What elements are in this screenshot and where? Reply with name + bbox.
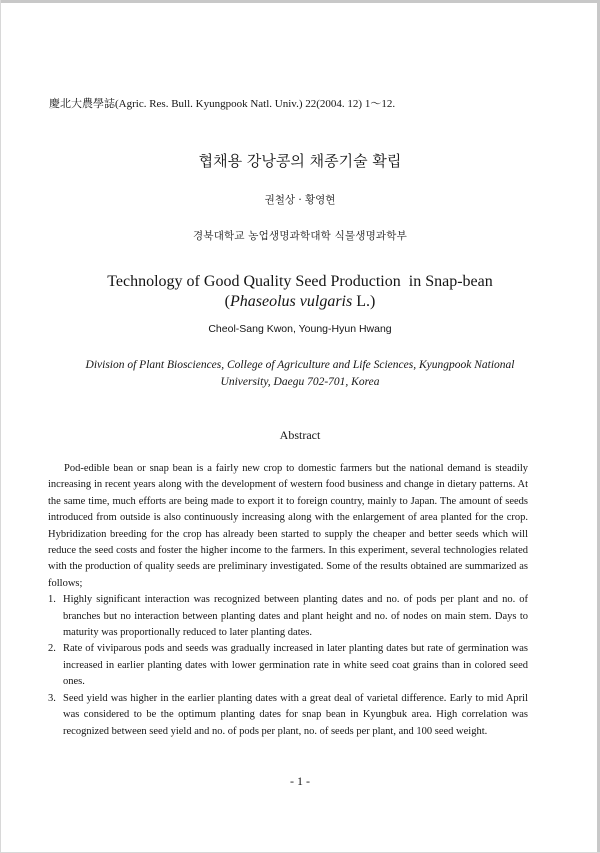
english-title-scientific-name	[0, 292, 600, 312]
korean-authors: 권철상 · 황영현	[264, 194, 336, 206]
result-text: Highly significant interaction was recognized between planting dates and no. of pods per plant and no. of branches but no interaction between planting dates and plant height and no. of nodes on main stem. Days to maturity was proportionally reduced to later planting dates.	[63, 594, 528, 639]
result-number: 1.	[48, 594, 56, 606]
sci-close: L.)	[352, 293, 376, 310]
result-number: 2.	[48, 643, 56, 655]
scan-border-top	[0, 0, 600, 3]
abstract-intro: Pod-edible bean or snap bean is a fairly new crop to domestic farmers but the national demand is steadily increasing in recent years along with the development of western food business and change in dietary patterns. At the same time, much efforts are being made to export it to foreign country, mainly to Japan. The amount of seeds introduced from outside is also continuously increasing along with the enlargement of area planted for the crop. Hybridization breeding for the crop has already been started to supply the cheaper and better seeds which will reduce the seed costs and foster the higher income to the farmers. In this experiment, several technologies related with the production of quality seeds are preliminary investigated. Some of the results obtained are summarized as follows;	[48, 463, 528, 589]
scan-border-left	[0, 0, 1, 853]
korean-title: 협채용 강낭콩의 채종기술 확립	[198, 152, 402, 170]
page-number: - 1 -	[290, 774, 310, 788]
results-list	[48, 592, 528, 740]
english-affiliation: Division of Plant Biosciences, College of Agriculture and Life Sciences, Kyungpook National University, Daegu 702-701, Korea	[85, 359, 515, 388]
english-title	[0, 272, 600, 312]
abstract-body	[48, 461, 528, 740]
english-title-main: Technology of Good Quality Seed Production in Snap-bean	[107, 273, 493, 290]
sci-open-paren: (	[224, 293, 230, 310]
journal-citation: 慶北大農學誌(Agric. Res. Bull. Kyungpook Natl. Univ.) 22(2004. 12) 1～12.	[49, 98, 396, 110]
result-item	[48, 592, 528, 641]
result-text: Rate of viviparous pods and seeds was gradually increased in later planting dates but rate of germination was increased in earlier planting dates with lower germination rate in white seed coat grains than in colored seed ones.	[63, 643, 528, 688]
result-text: Seed yield was higher in the earlier planting dates with a great deal of varietal difference. Early to mid April was considered to be the optimum planting dates for snap bean in Kyungbuk area. High correlation was recognized between seed yield and no. of pods per plant, no. of seeds per plant, and 100 seed weight.	[63, 692, 528, 737]
result-number: 3.	[48, 692, 56, 704]
result-item	[48, 691, 528, 740]
english-authors: Cheol-Sang Kwon, Young-Hyun Hwang	[208, 323, 392, 335]
sci-name: Phaseolus vulgaris	[230, 293, 353, 310]
result-item	[48, 641, 528, 690]
korean-affiliation: 경북대학교 농업생명과학대학 식물생명과학부	[193, 230, 407, 242]
abstract-heading: Abstract	[279, 428, 321, 442]
